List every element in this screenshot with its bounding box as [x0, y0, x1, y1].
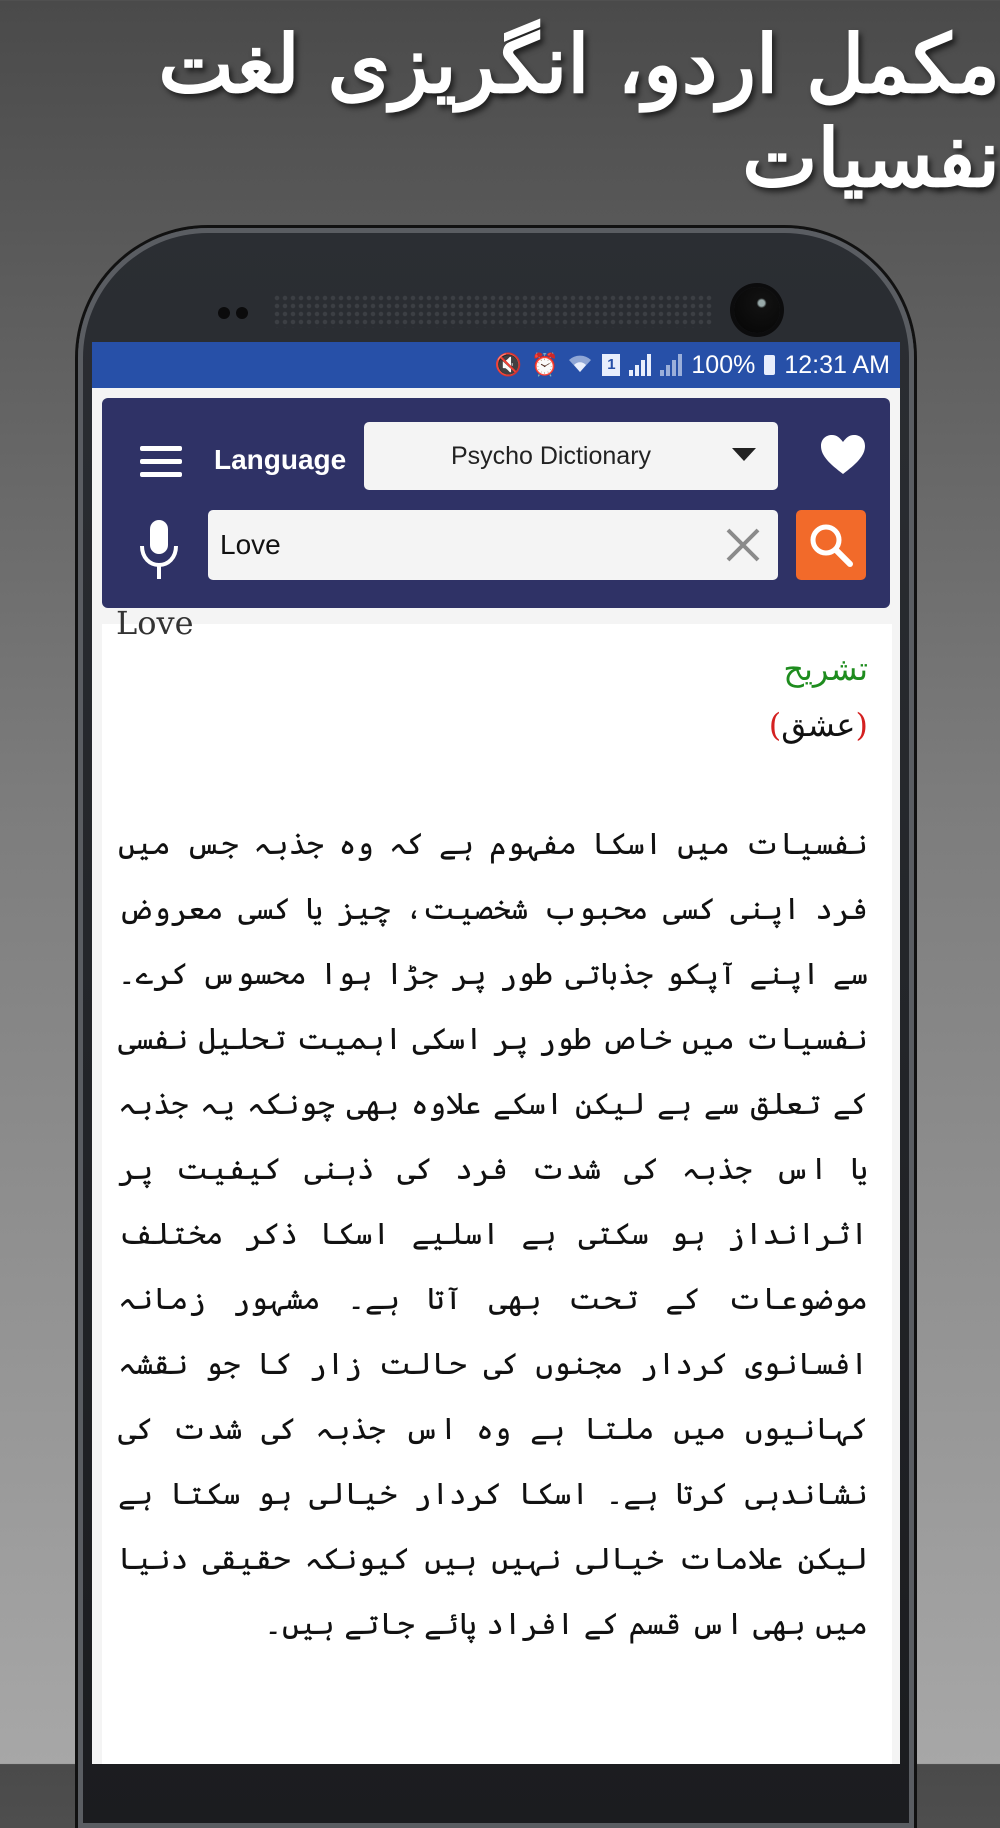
sim-icon: 1 [602, 354, 620, 376]
front-camera [734, 287, 780, 333]
search-button[interactable] [796, 510, 866, 580]
result-content [102, 604, 892, 1764]
meaning-word: عشق [781, 706, 856, 744]
dictionary-select-value: Psycho Dictionary [450, 441, 652, 470]
mute-icon: 🔇 [494, 352, 522, 377]
mic-icon[interactable] [136, 518, 182, 584]
language-label: Language [214, 444, 347, 475]
chevron-down-icon [732, 448, 756, 461]
signal-icon-2 [660, 354, 682, 376]
signal-icon [629, 354, 651, 376]
status-bar [92, 342, 900, 388]
clear-icon[interactable] [725, 527, 761, 563]
alarm-icon: ⏰ [531, 352, 559, 377]
result-word: Love [116, 604, 194, 642]
meaning-line: (عشق) [768, 706, 868, 744]
battery-percent: 100% [691, 350, 756, 379]
earpiece-grille [273, 294, 713, 328]
definition-text: نفسیات میں اسکا مفہوم ہے کہ وہ جذبہ جس میں فرد اپنی کسی محبوب شخصیت، چیز یا کسی معروض سے اپنے آپکو جذباتی طور پر جڑا ہوا محسوس کرے۔ نفسیات میں خاص طور پر اسکی اہمیت تحلیل نفسی کے تعلق سے ہے لیکن اسکے علاوہ بھی چونکہ یہ جذبہ یا اس جذبہ کی شدت فرد کی ذہنی کیفیت پر اثرانداز ہو سکتی ہے اسلیے اسکا ذکر مختلف موضوعات کے تحت بھی آتا ہے۔ مشہور زمانہ افسانوی کردار مجنوں کی حالت زار کا جو نقشہ کہانیوں میں ملتا ہے وہ اس جذبہ کی شدت کی نشاندہی کرتا ہے۔ اسکا کردار خیالی ہو سکتا ہے لیکن علامات خیالی نہیں ہیں کیونکہ حقیقی دنیا میں بھی اس قسم کے افراد پائے جاتے ہیں۔ [118, 827, 868, 1642]
menu-icon[interactable] [140, 446, 182, 478]
battery-icon [764, 355, 775, 375]
wifi-icon [567, 352, 593, 378]
phone-screen [92, 342, 900, 1764]
search-box [208, 510, 778, 580]
heart-icon[interactable] [820, 434, 866, 476]
status-time: 12:31 AM [784, 350, 890, 379]
sensor-dots [218, 304, 254, 323]
explanation-label: تشریح [783, 650, 868, 688]
search-input[interactable] [220, 510, 700, 580]
search-icon [808, 522, 854, 568]
promo-title: مکمل اردو، انگریزی لغت نفسیات [158, 17, 1000, 205]
dictionary-select[interactable] [364, 422, 778, 490]
search-header [102, 398, 890, 608]
